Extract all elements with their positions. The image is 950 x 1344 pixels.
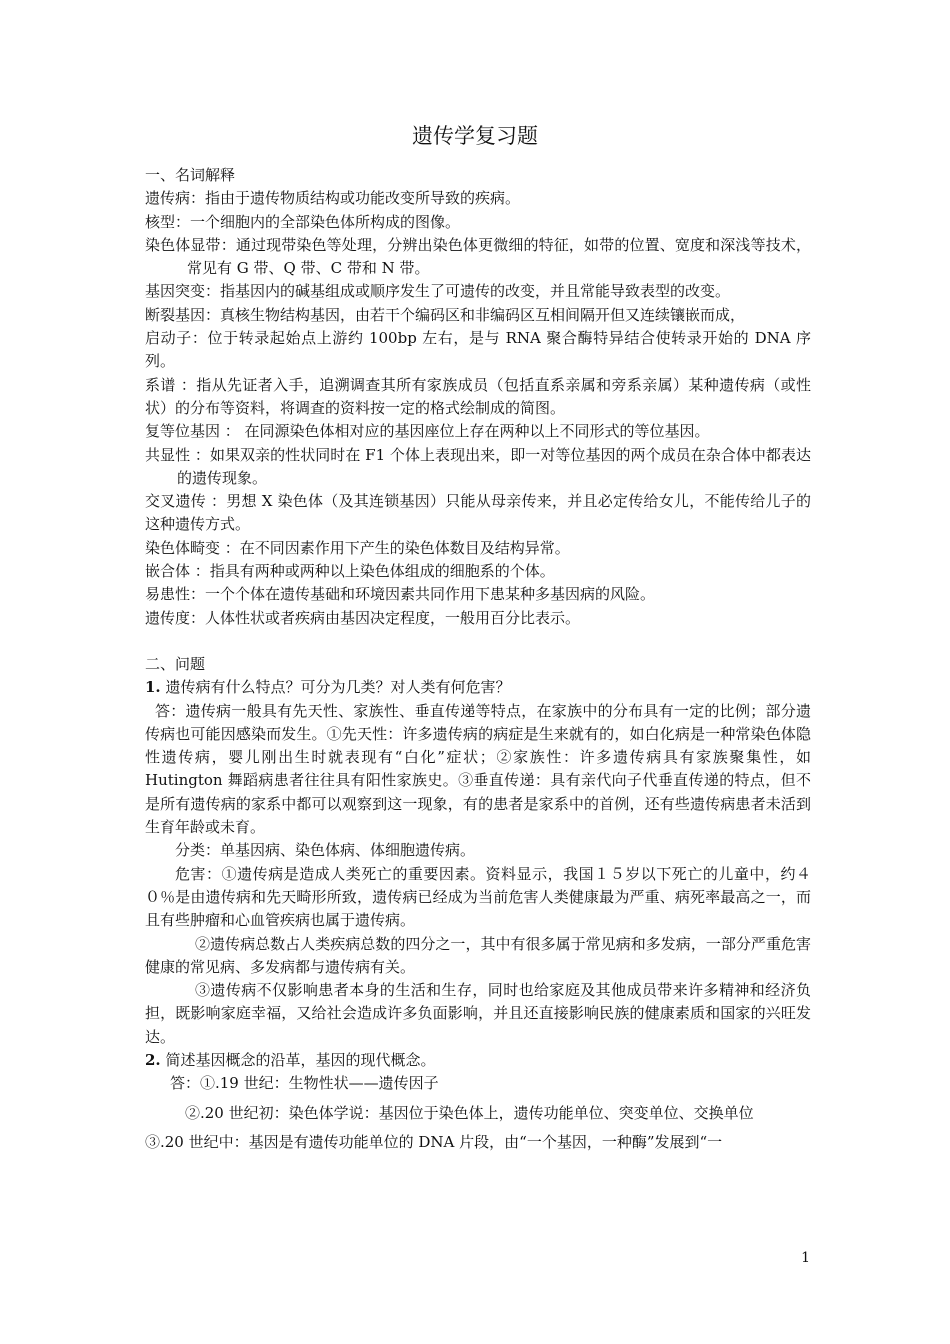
term-definition: 染色体畸变 ：在不同因素作用下产生的染色体数目及结构异常。 <box>145 538 570 557</box>
page-title: 遗传学复习题 <box>412 124 538 148</box>
term-definition: 易患性：一个个体在遗传基础和环境因素共同作用下患某种多基因病的风险。 <box>145 585 656 604</box>
section-heading-terms: 一、名词解释 <box>145 166 236 184</box>
question-number: 1. <box>145 678 161 697</box>
term-definition: 染色体显带：通过现带染色等处理，分辨出染色体更微细的特征，如带的位置、宽度和深浅等技术，常见有 G 带、Q 带、C 带和 N 带。 <box>145 235 811 278</box>
term-definition: 复等位基因 ： 在同源染色体相对应的基因座位上存在两种以上不同形式的等位基因。 <box>145 422 710 441</box>
answer-paragraph: ②.20 世纪初：染色体学说：基因位于染色体上，遗传功能单位、突变单位、交换单位 <box>185 1103 754 1122</box>
section-spacer <box>145 630 811 653</box>
question-1 <box>145 676 811 699</box>
term-definition: 核型：一个细胞内的全部染色体所构成的图像。 <box>145 212 461 231</box>
answer-paragraph: 分类：单基因病、染色体病、体细胞遗传病。 <box>175 841 476 860</box>
question-number: 2. <box>145 1050 161 1069</box>
page-number: 1 <box>801 1250 810 1266</box>
section-heading-questions: 二、问题 <box>145 654 206 673</box>
document-body <box>145 164 811 1154</box>
answer-paragraph: 答：①.19 世纪：生物性状——遗传因子 <box>170 1074 439 1093</box>
answer-paragraph: ③遗传病不仅影响患者本身的生活和生存，同时也给家庭及其他成员带来许多精神和经济负担，既影响家庭幸福，又给社会造成许多负面影响，并且还直接影响民族的健康素质和国家的兴旺发达。 <box>145 981 811 1046</box>
answer-paragraph: ②遗传病总数占人类疾病总数的四分之一，其中有很多属于常见病和多发病，一部分严重危害健康的常见病、多发病都与遗传病有关。 <box>145 934 811 976</box>
answer-paragraph: 危害：①遗传病是造成人类死亡的重要因素。资料显示，我国１５岁以下死亡的儿童中，约４０％是由遗传病和先天畸形所致，遗传病已经成为当前危害人类健康最为严重、病死率最高之一，而且有些肿瘤和心血管疾病也属于遗传病。 <box>145 864 811 930</box>
term-definition: 交叉遗传 ：男想 X 染色体（及其连锁基因）只能从母亲传来，并且必定传给女儿，不能传给儿子的这种遗传方式。 <box>145 492 811 534</box>
answer-paragraph: ③.20 世纪中：基因是有遗传功能单位的 DNA 片段，由“一个基因，一种酶”发展到“一 <box>145 1132 723 1151</box>
term-definition: 遗传病：指由于遗传物质结构或功能改变所导致的疾病。 <box>145 189 521 208</box>
question-text: 简述基因概念的沿革，基因的现代概念。 <box>160 1050 436 1069</box>
question-text: 遗传病有什么特点？可分为几类？对人类有何危害？ <box>160 678 511 697</box>
term-definition: 启动子：位于转录起始点上游约 100bp 左右，是与 RNA 聚合酶特异结合使转录开始的 DNA 序列。 <box>145 329 811 371</box>
answer-paragraph: 答：遗传病一般具有先天性、家族性、垂直传递等特点，在家族中的分布具有一定的比例；部分遗传病也可能因感染而发生。①先天性：许多遗传病的病症是生来就有的，如白化病是一种常染色体隐性遗传病，婴儿刚出生时就表现有“白化”症状；②家族性：许多遗传病具有家族聚集性，如 Hutington 舞蹈病患者往往具有阳性家族史。③垂直传递：具有亲代向子代垂直传递的特点，但不是所有遗传病的家系中都可以观察到这一现象，有的患者是家系中的首例，还有些遗传病患者未活到生育年龄或未育。 <box>145 701 811 837</box>
term-definition: 遗传度：人体性状或者疾病由基因决定程度，一般用百分比表示。 <box>145 608 581 627</box>
term-definition: 共显性 ：如果双亲的性状同时在 F1 个体上表现出来，即一对等位基因的两个成员在杂合体中都表达的遗传现象。 <box>145 445 811 487</box>
term-definition: 系谱 ：指从先证者入手，追溯调查其所有家族成员（包括直系亲属和旁系亲属）某种遗传病（或性状）的分布等资料，将调查的资料按一定的格式绘制成的简图。 <box>145 375 811 417</box>
term-definition: 嵌合体 ：指具有两种或两种以上染色体组成的细胞系的个体。 <box>145 562 555 581</box>
term-definition: 断裂基因：真核生物结构基因，由若干个编码区和非编码区互相间隔开但又连续镶嵌而成， <box>145 305 746 324</box>
term-definition: 基因突变：指基因内的碱基组成或顺序发生了可遗传的改变，并且常能导致表型的改变。 <box>145 282 731 301</box>
question-2 <box>145 1049 811 1072</box>
